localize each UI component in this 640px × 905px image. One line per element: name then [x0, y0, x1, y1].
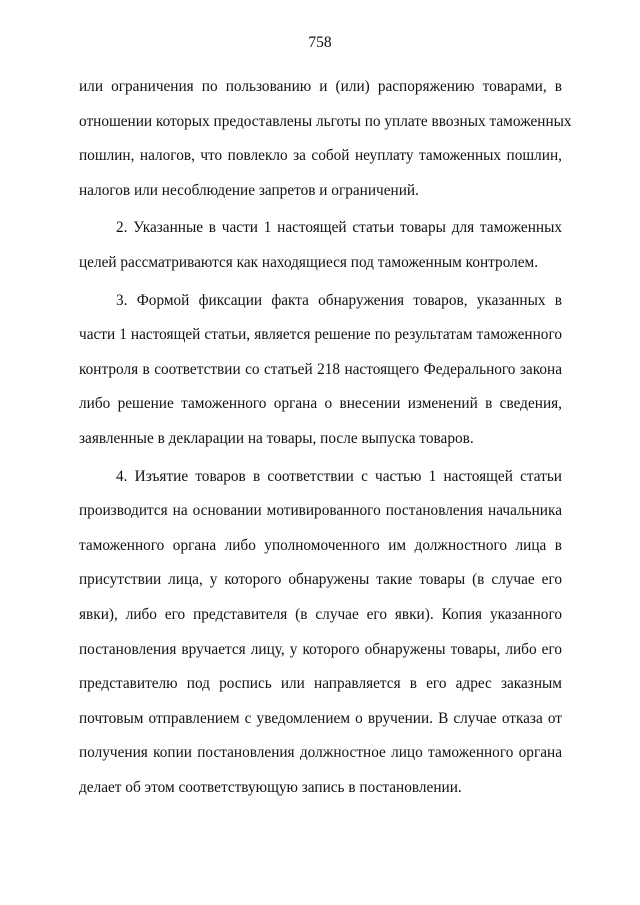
paragraph-3	[79, 284, 562, 457]
paragraph-continuation	[79, 70, 572, 208]
text-line: налогов или несоблюдение запретов и ограничений.	[79, 181, 419, 199]
text-line: 4. Изъятие товаров в соответствии с частью 1 настоящей статьи	[116, 467, 562, 485]
text-line: части 1 настоящей статьи, является решение по результатам таможенного	[79, 326, 562, 344]
text-line: 2. Указанные в части 1 настоящей статьи товары для таможенных	[116, 219, 562, 237]
text-line: контроля в соответствии со статьей 218 настоящего Федерального закона	[79, 360, 562, 378]
text-line: представителю под роспись или направляется в его адрес заказным	[79, 675, 562, 693]
text-line: пошлин, налогов, что повлекло за собой неуплату таможенных пошлин,	[79, 147, 562, 165]
document-body	[79, 70, 572, 805]
paragraph-2	[79, 211, 562, 280]
text-line: делает об этом соответствующую запись в постановлении.	[79, 778, 462, 796]
page-number: 758	[308, 34, 332, 51]
text-line: производится на основании мотивированного постановления начальника	[79, 502, 562, 520]
text-line: присутствии лица, у которого обнаружены такие товары (в случае его	[79, 571, 562, 589]
text-line: 3. Формой фиксации факта обнаружения товаров, указанных в	[116, 291, 562, 309]
text-line: целей рассматриваются как находящиеся под таможенным контролем.	[79, 253, 539, 271]
text-line: получения копии постановления должностное лицо таможенного органа	[79, 744, 562, 762]
text-line: либо решение таможенного органа о внесении изменений в сведения,	[79, 395, 562, 413]
text-line: явки), либо его представителя (в случае его явки). Копия указанного	[79, 605, 562, 623]
paragraph-4	[79, 460, 562, 806]
text-line: таможенного органа либо уполномоченного им должностного лица в	[79, 536, 562, 554]
text-line: почтовым отправлением с уведомлением о вручении. В случае отказа от	[79, 709, 562, 727]
text-line: постановления вручается лицу, у которого обнаружены товары, либо его	[79, 640, 562, 658]
text-line: заявленные в декларации на товары, после выпуска товаров.	[79, 429, 474, 447]
text-line: или ограничения по пользованию и (или) распоряжению товарами, в	[79, 78, 562, 95]
text-line: отношении которых предоставлены льготы по уплате ввозных таможенных	[79, 112, 572, 130]
